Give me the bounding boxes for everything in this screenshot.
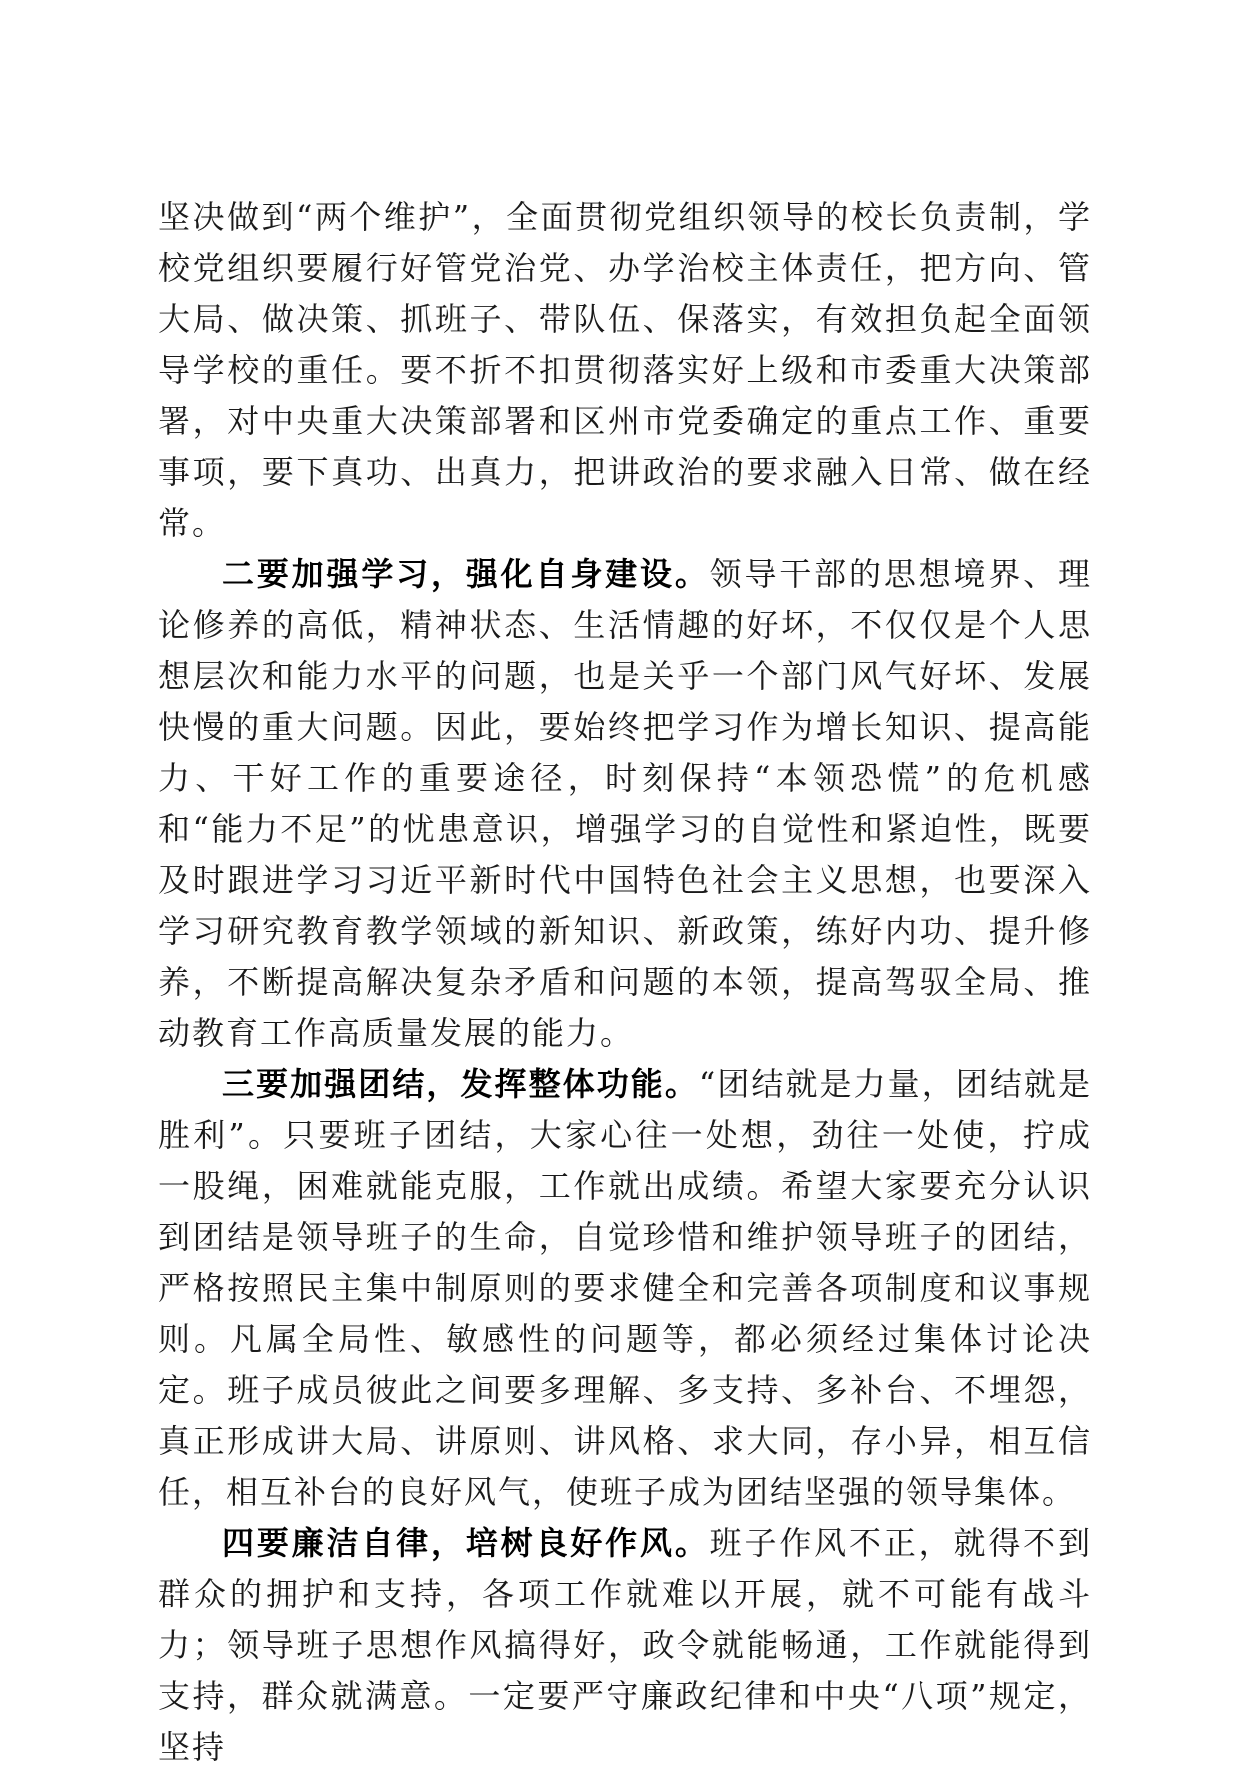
paragraph-4-heading: 四要廉洁自律，培树良好作风。 [222, 1524, 710, 1562]
paragraph-3-text: “团结就是力量，团结就是胜利”。只要班子团结，大家心往一处想，劲往一处使，拧成一股绳，困难就能克服，工作就出成绩。希望大家要充分认识到团结是领导班子的生命，自觉珍惜和维护领导班子的团结，严格按照民主集中制原则的要求健全和完善各项制度和议事规则。凡属全局性、敏感性的问题等，都必须经过集体讨论决定。班子成员彼此之间要多理解、多支持、多补台、不埋怨，真正形成讲大局、讲原则、讲风格、求大同，存小异，相互信任，相互补台的良好风气，使班子成为团结坚强的领导集体。 [158, 1065, 1092, 1511]
paragraph-2-heading: 二要加强学习，强化自身建设。 [222, 555, 710, 593]
paragraph-4-text: 班子作风不正，就得不到群众的拥护和支持，各项工作就难以开展，就不可能有战斗力；领导班子思想作风搞得好，政令就能畅通，工作就能得到支持，群众就满意。一定要严守廉政纪律和中央“八项”规定，坚持 [158, 1524, 1092, 1766]
paragraph-4 [158, 1518, 1092, 1773]
paragraph-3 [158, 1059, 1092, 1518]
paragraph-3-heading: 三要加强团结，发挥整体功能。 [222, 1065, 699, 1103]
paragraph-2 [158, 549, 1092, 1059]
paragraph-1 [158, 192, 1092, 549]
paragraph-1-text: 坚决做到“两个维护”，全面贯彻党组织领导的校长负责制，学校党组织要履行好管党治党、办学治校主体责任，把方向、管大局、做决策、抓班子、带队伍、保落实，有效担负起全面领导学校的重任。要不折不扣贯彻落实好上级和市委重大决策部署，对中央重大决策部署和区州市党委确定的重点工作、重要事项，要下真功、出真力，把讲政治的要求融入日常、做在经常。 [158, 198, 1092, 542]
document-body [158, 192, 1092, 1773]
paragraph-2-text: 领导干部的思想境界、理论修养的高低，精神状态、生活情趣的好坏，不仅仅是个人思想层次和能力水平的问题，也是关乎一个部门风气好坏、发展快慢的重大问题。因此，要始终把学习作为增长知识、提高能力、干好工作的重要途径，时刻保持“本领恐慌”的危机感和“能力不足”的忧患意识，增强学习的自觉性和紧迫性，既要及时跟进学习习近平新时代中国特色社会主义思想，也要深入学习研究教育教学领域的新知识、新政策，练好内功、提升修养，不断提高解决复杂矛盾和问题的本领，提高驾驭全局、推动教育工作高质量发展的能力。 [158, 555, 1092, 1052]
